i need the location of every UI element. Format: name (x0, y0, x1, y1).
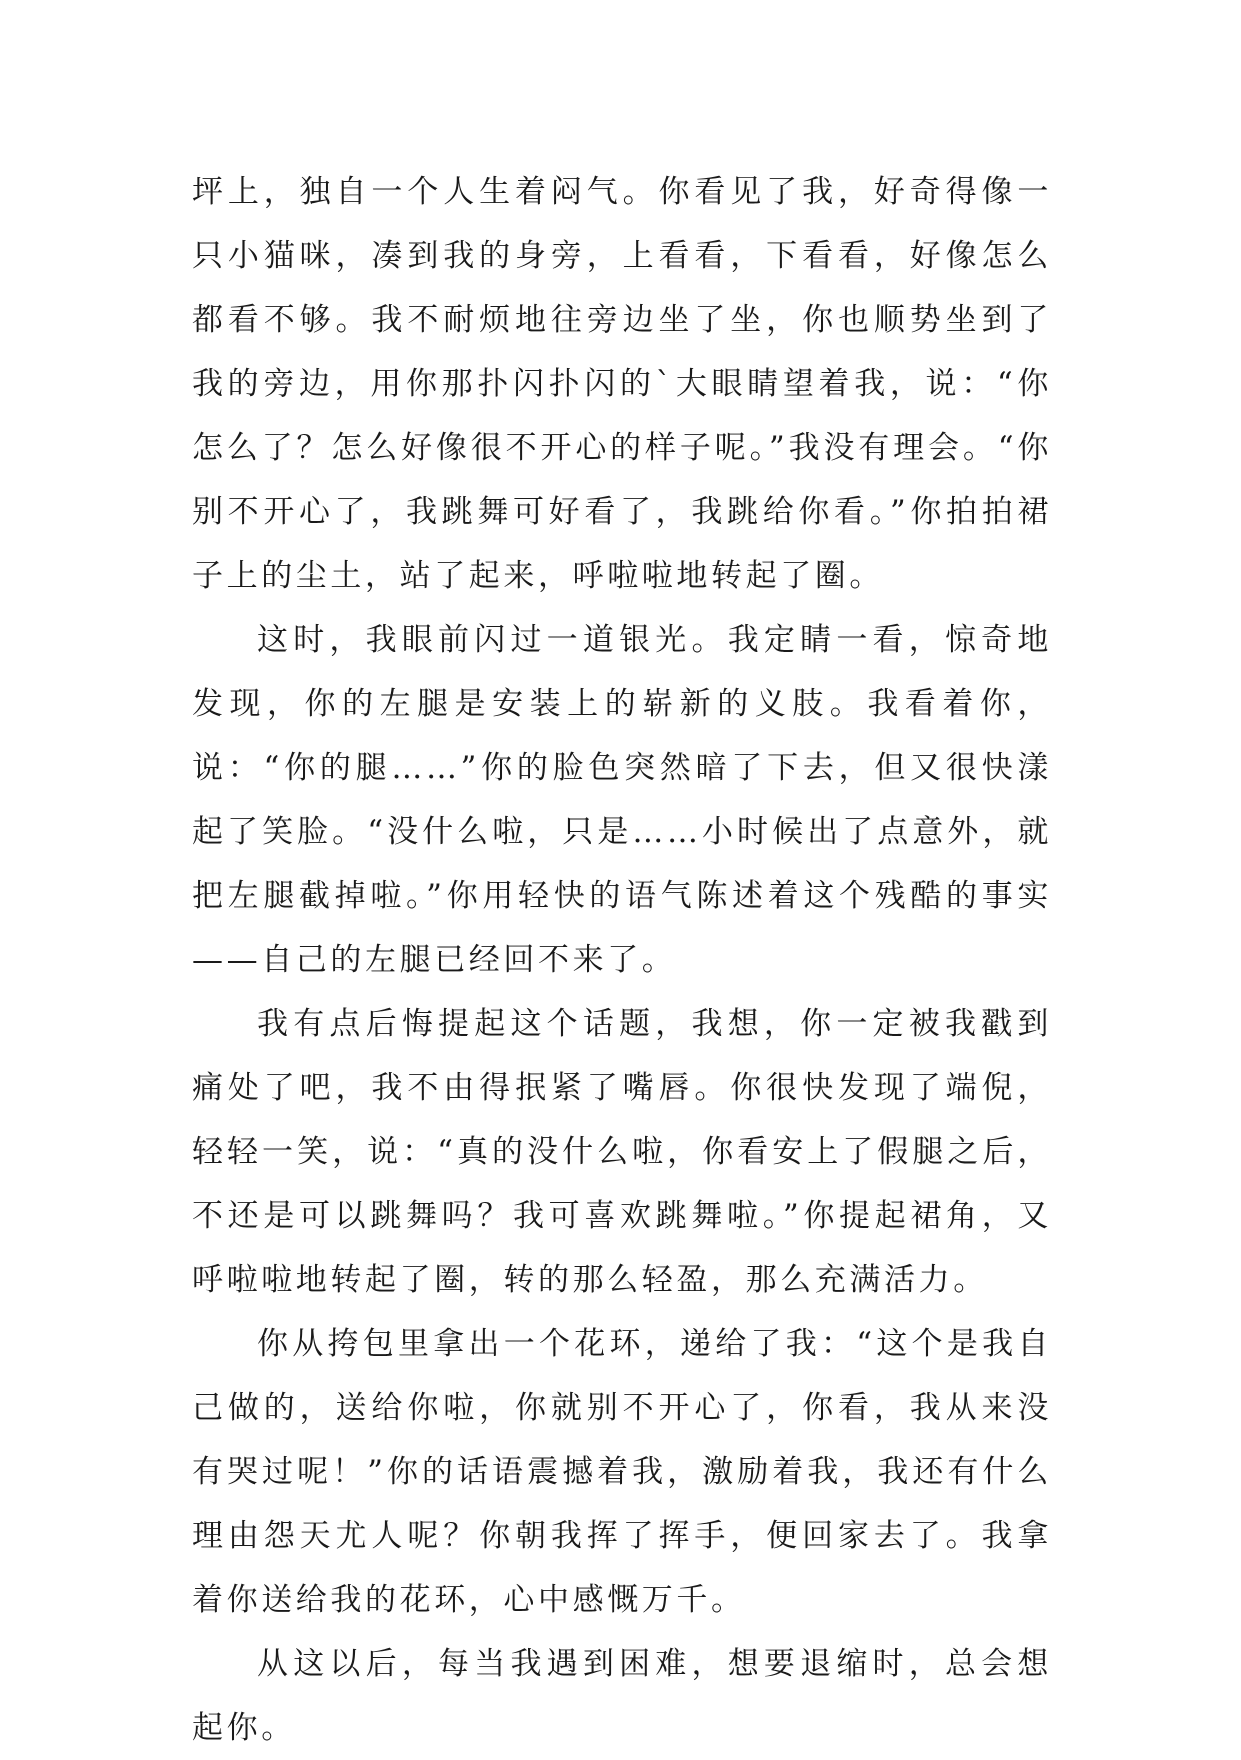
body-text (192, 160, 1052, 1760)
paragraph-2: 这时，我眼前闪过一道银光。我定睛一看，惊奇地发现，你的左腿是安装上的崭新的义肢。我看着你，说：“你的腿……”你的脸色突然暗了下去，但又很快漾起了笑脸。“没什么啦，只是……小时候出了点意外，就把左腿截掉啦。”你用轻快的语气陈述着这个残酷的事实——自己的左腿已经回不来了。 (192, 622, 1052, 978)
paragraph-5: 从这以后，每当我遇到困难，想要退缩时，总会想起你。 (192, 1646, 1052, 1746)
paragraph-4: 你从挎包里拿出一个花环，递给了我：“这个是我自己做的，送给你啦，你就别不开心了，你看，我从来没有哭过呢！”你的话语震撼着我，激励着我，我还有什么理由怨天尤人呢？你朝我挥了挥手，便回家去了。我拿着你送给我的花环，心中感慨万千。 (192, 1326, 1052, 1618)
paragraph-3: 我有点后悔提起这个话题，我想，你一定被我戳到痛处了吧，我不由得抿紧了嘴唇。你很快发现了端倪，轻轻一笑，说：“真的没什么啦，你看安上了假腿之后，不还是可以跳舞吗？我可喜欢跳舞啦。”你提起裙角，又呼啦啦地转起了圈，转的那么轻盈，那么充满活力。 (192, 1006, 1052, 1298)
paragraph-1: 坪上，独自一个人生着闷气。你看见了我，好奇得像一只小猫咪，凑到我的身旁，上看看，下看看，好像怎么都看不够。我不耐烦地往旁边坐了坐，你也顺势坐到了我的旁边，用你那扑闪扑闪的`大眼睛望着我，说：“你怎么了？怎么好像很不开心的样子呢。”我没有理会。“你别不开心了，我跳舞可好看了，我跳给你看。”你拍拍裙子上的尘土，站了起来，呼啦啦地转起了圈。 (192, 174, 1052, 594)
